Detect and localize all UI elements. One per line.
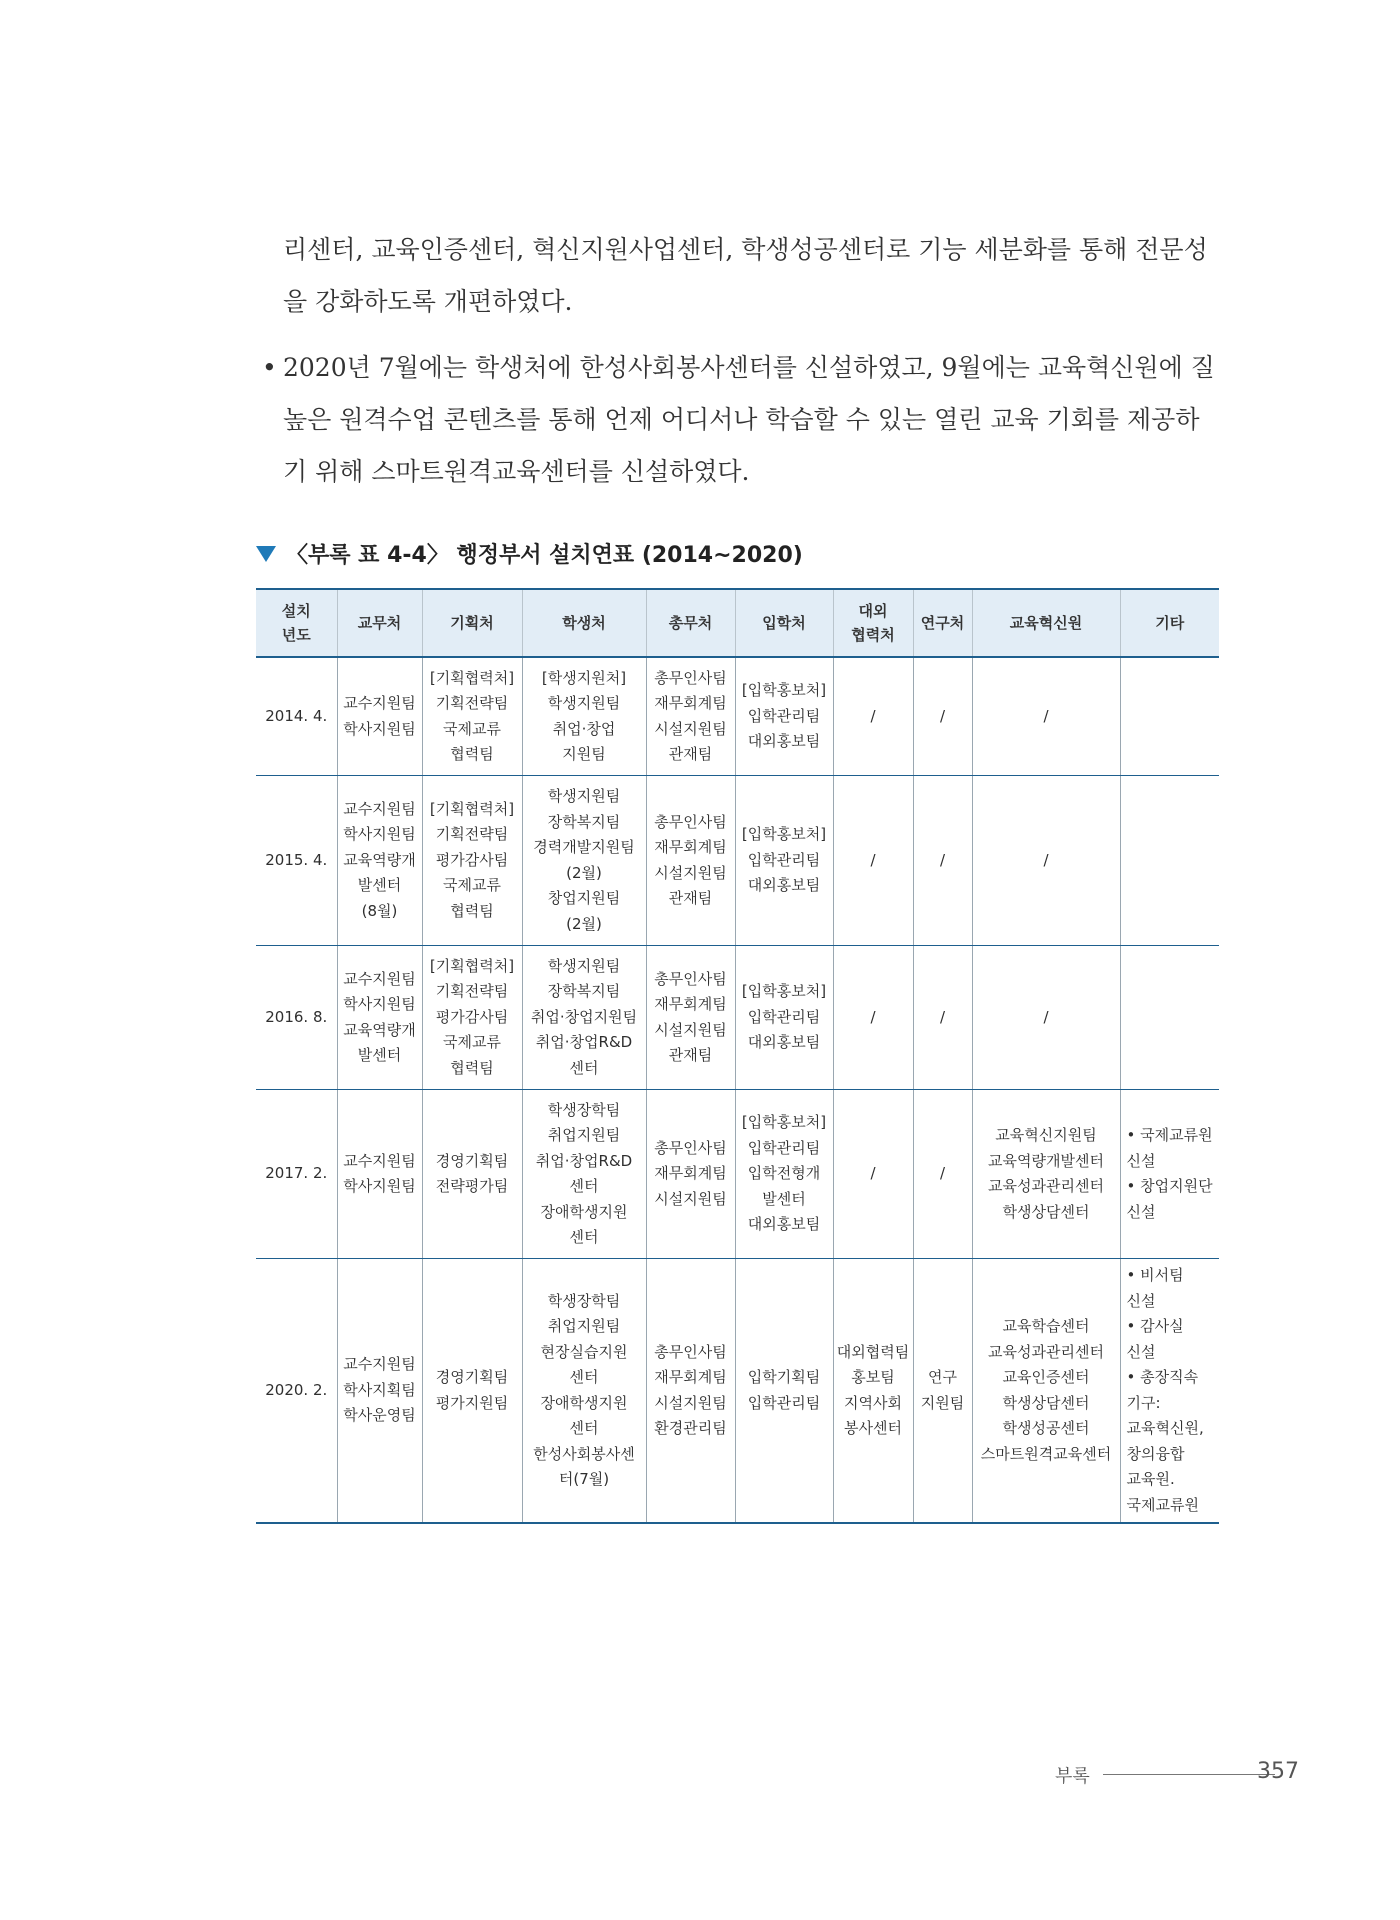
cell-student: 학생지원팀 장학복지팀 취업·창업지원팀 취업·창업R&D 센터 (522, 946, 646, 1090)
cell-planning: 경영기획팀 전략평가팀 (422, 1090, 522, 1259)
paragraph-continuation: 리센터, 교육인증센터, 혁신지원사업센터, 학생성공센터로 기능 세분화를 통해 전문성을 강화하도록 개편하였다. (283, 235, 1208, 316)
cell-external: / (833, 776, 913, 946)
cell-general: 총무인사팀 재무회계팀 시설지원팀 환경관리팀 (646, 1259, 735, 1524)
cell-student: [학생지원처] 학생지원팀 취업·창업 지원팀 (522, 657, 646, 776)
cell-external: / (833, 1090, 913, 1259)
cell-other: • 비서팀 신설 • 감사실 신설 • 총장직속 기구: 교육혁신원, 창의융합 교육원. 국제교류원 (1120, 1259, 1219, 1524)
bullet-paragraph (262, 342, 1223, 498)
cell-external: / (833, 946, 913, 1090)
table-caption-text: 〈부록 표 4-4〉 행정부서 설치연표 (2014~2020) (286, 543, 803, 568)
cell-innovation: / (972, 776, 1120, 946)
table-row (256, 1090, 1219, 1259)
footer-section-label: 부록 (1055, 1766, 1090, 1787)
cell-research: 연구 지원팀 (913, 1259, 972, 1524)
header-year: 설치 년도 (256, 589, 337, 657)
cell-research: / (913, 946, 972, 1090)
cell-research: / (913, 1090, 972, 1259)
cell-general: 총무인사팀 재무회계팀 시설지원팀 관재팀 (646, 946, 735, 1090)
cell-external: / (833, 657, 913, 776)
cell-innovation: 교육혁신지원팀 교육역량개발센터 교육성과관리센터 학생상담센터 (972, 1090, 1120, 1259)
cell-year: 2015. 4. (256, 776, 337, 946)
body-text (262, 224, 1223, 498)
header-planning: 기획처 (422, 589, 522, 657)
cell-student: 학생지원팀 장학복지팀 경력개발지원팀 (2월) 창업지원팀 (2월) (522, 776, 646, 946)
bullet-icon: • (262, 353, 277, 382)
cell-admission: [입학홍보처] 입학관리팀 대외홍보팀 (735, 657, 833, 776)
cell-year: 2016. 8. (256, 946, 337, 1090)
page-number: 357 (1257, 1759, 1299, 1784)
cell-innovation: / (972, 946, 1120, 1090)
header-other: 기타 (1120, 589, 1219, 657)
cell-year: 2020. 2. (256, 1259, 337, 1524)
footer-divider (1103, 1774, 1275, 1775)
cell-external: 대외협력팀 홍보팀 지역사회 봉사센터 (833, 1259, 913, 1524)
cell-academic: 교수지원팀 학사지원팀 교육역량개 발센터 (8월) (337, 776, 422, 946)
triangle-down-icon (256, 546, 276, 562)
cell-planning: 경영기획팀 평가지원팀 (422, 1259, 522, 1524)
table-row (256, 776, 1219, 946)
cell-general: 총무인사팀 재무회계팀 시설지원팀 관재팀 (646, 776, 735, 946)
cell-admission: [입학홍보처] 입학관리팀 입학전형개 발센터 대외홍보팀 (735, 1090, 833, 1259)
cell-innovation: 교육학습센터 교육성과관리센터 교육인증센터 학생상담센터 학생성공센터 스마트원격교육센터 (972, 1259, 1120, 1524)
cell-innovation: / (972, 657, 1120, 776)
department-timeline-table (256, 588, 1219, 1524)
cell-general: 총무인사팀 재무회계팀 시설지원팀 (646, 1090, 735, 1259)
cell-academic: 교수지원팀 학사지원팀 (337, 657, 422, 776)
cell-planning: [기획협력처] 기획전략팀 평가감사팀 국제교류 협력팀 (422, 776, 522, 946)
header-academic-affairs: 교무처 (337, 589, 422, 657)
header-general-affairs: 총무처 (646, 589, 735, 657)
table-row (256, 1259, 1219, 1524)
header-admissions: 입학처 (735, 589, 833, 657)
cell-admission: [입학홍보처] 입학관리팀 대외홍보팀 (735, 776, 833, 946)
cell-other (1120, 946, 1219, 1090)
cell-year: 2017. 2. (256, 1090, 337, 1259)
cell-other (1120, 776, 1219, 946)
cell-planning: [기획협력처] 기획전략팀 국제교류 협력팀 (422, 657, 522, 776)
bullet-paragraph-text: 2020년 7월에는 학생처에 한성사회봉사센터를 신설하였고, 9월에는 교육혁신원에 질 높은 원격수업 콘텐츠를 통해 언제 어디서나 학습할 수 있는 열린 교육 기회를 제공하기 위해 스마트원격교육센터를 신설하였다. (283, 353, 1215, 486)
cell-research: / (913, 776, 972, 946)
cell-general: 총무인사팀 재무회계팀 시설지원팀 관재팀 (646, 657, 735, 776)
cell-student: 학생장학팀 취업지원팀 취업·창업R&D 센터 장애학생지원 센터 (522, 1090, 646, 1259)
cell-academic: 교수지원팀 학사지획팀 학사운영팀 (337, 1259, 422, 1524)
header-research: 연구처 (913, 589, 972, 657)
table-header-row (256, 589, 1219, 657)
cell-year: 2014. 4. (256, 657, 337, 776)
table-caption (256, 538, 803, 569)
page-footer (1055, 1759, 1300, 1789)
cell-academic: 교수지원팀 학사지원팀 교육역량개 발센터 (337, 946, 422, 1090)
header-education-innovation: 교육혁신원 (972, 589, 1120, 657)
cell-planning: [기획협력처] 기획전략팀 평가감사팀 국제교류 협력팀 (422, 946, 522, 1090)
header-external-relations: 대외 협력처 (833, 589, 913, 657)
cell-admission: [입학홍보처] 입학관리팀 대외홍보팀 (735, 946, 833, 1090)
table-row (256, 657, 1219, 776)
cell-academic: 교수지원팀 학사지원팀 (337, 1090, 422, 1259)
cell-other (1120, 657, 1219, 776)
cell-admission: 입학기획팀 입학관리팀 (735, 1259, 833, 1524)
cell-research: / (913, 657, 972, 776)
table-row (256, 946, 1219, 1090)
cell-other: • 국제교류원 신설 • 창업지원단 신설 (1120, 1090, 1219, 1259)
header-student-affairs: 학생처 (522, 589, 646, 657)
cell-student: 학생장학팀 취업지원팀 현장실습지원 센터 장애학생지원 센터 한성사회봉사센 터(7월) (522, 1259, 646, 1524)
